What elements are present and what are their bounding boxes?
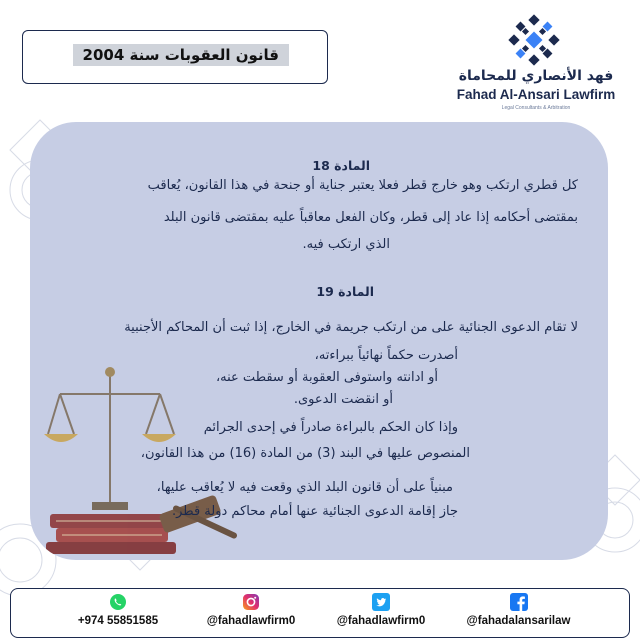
whatsapp-number: +974 55851585 bbox=[77, 615, 159, 627]
contact-instagram[interactable] bbox=[196, 593, 306, 633]
article-18-line: بمقتضى أحكامه إذا عاد إلى قطر، وكان الفعل معاقباً عليه بمقتضى قانون البلد bbox=[163, 210, 578, 225]
article-19-line: وإذا كان الحكم بالبراءة صادراً في إحدى الجرائم bbox=[203, 420, 458, 435]
logo-english-name: Fahad Al-Ansari Lawfirm bbox=[456, 87, 616, 102]
twitter-icon bbox=[372, 593, 390, 611]
article-19-line: أصدرت حكماً نهائياً ببراءته، bbox=[314, 348, 458, 363]
logo-mark-icon bbox=[508, 14, 560, 66]
article-19-line: أو انقضت الدعوى. bbox=[293, 392, 393, 407]
article-19-line: أو ادانته واستوفى العقوبة أو سقطت عنه، bbox=[215, 370, 438, 385]
facebook-icon bbox=[510, 593, 528, 611]
logo-arabic-name: فهد الأنصاري للمحاماة bbox=[458, 68, 614, 84]
title-box bbox=[22, 30, 328, 84]
article-19-line: لا تقام الدعوى الجنائية على من ارتكب جريمة في الخارج، إذا ثبت أن المحاكم الأجنبية bbox=[124, 320, 578, 335]
page-title: قانون العقوبات سنة 2004 bbox=[73, 44, 289, 66]
twitter-handle: @fahadlawfirm0 bbox=[336, 615, 426, 627]
contact-twitter[interactable] bbox=[326, 593, 436, 633]
content-card bbox=[30, 122, 608, 560]
article-19-line: المنصوص عليها في البند (3) من المادة (16) من هذا القانون، bbox=[140, 446, 470, 461]
firm-logo bbox=[446, 14, 626, 114]
article-19-line: مبنياً على أن قانون البلد الذي وقعت فيه لا يُعاقب عليها، bbox=[156, 480, 453, 495]
facebook-handle: @fahadalansarilaw bbox=[466, 615, 571, 627]
instagram-handle: @fahadlawfirm0 bbox=[206, 615, 296, 627]
contact-facebook[interactable] bbox=[456, 593, 581, 633]
instagram-icon bbox=[242, 593, 260, 611]
contact-whatsapp[interactable] bbox=[63, 593, 173, 633]
article-18-line: الذي ارتكب فيه. bbox=[302, 237, 390, 252]
whatsapp-icon bbox=[109, 593, 127, 611]
article-18-line: كل قطري ارتكب وهو خارج قطر فعلا يعتبر جناية أو جنحة في هذا القانون، يُعاقب bbox=[147, 178, 578, 193]
article-18-title: المادة 18 bbox=[312, 158, 370, 173]
contact-footer bbox=[10, 588, 630, 638]
article-19-title: المادة 19 bbox=[316, 284, 374, 299]
article-19-line: جاز إقامة الدعوى الجنائية عنها أمام محاكم دولة قطر. bbox=[171, 504, 458, 519]
logo-tagline: Legal Consultants & Arbitration bbox=[501, 105, 571, 111]
